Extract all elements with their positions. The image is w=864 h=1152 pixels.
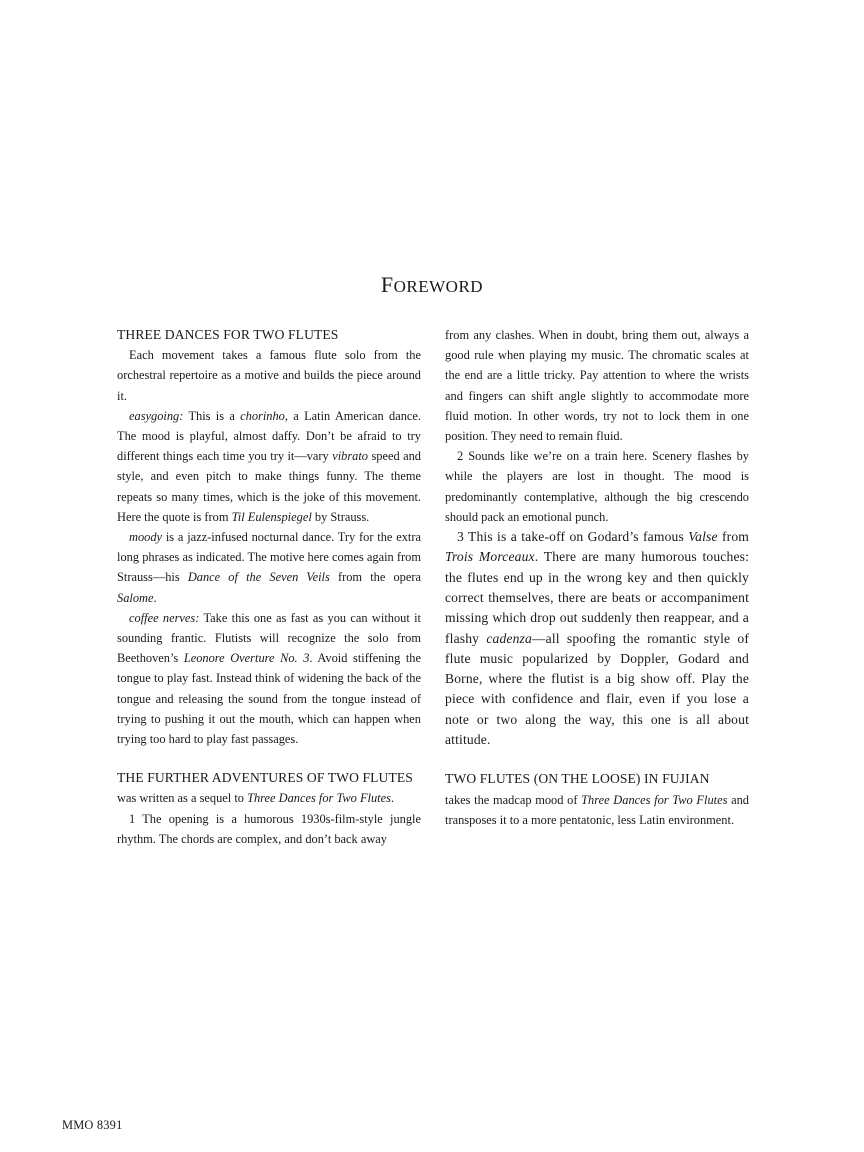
paragraph-movement-3 bbox=[445, 527, 749, 750]
paragraph-coffee-nerves bbox=[117, 608, 421, 749]
paragraph-easygoing bbox=[117, 406, 421, 527]
movement-name: coffee nerves: bbox=[129, 610, 200, 625]
paragraph-intro: Each movement takes a famous flute solo from the orchestral repertoire as a motive and builds the piece around it. bbox=[117, 348, 421, 403]
italic-term: cadenza bbox=[486, 630, 532, 646]
text: This is a bbox=[183, 408, 241, 423]
paragraph-movement-2: 2 Sounds like we’re on a train here. Scenery flashes by while the players are lost in thought. The mood is predominantly contemplative, although the big crescendo should pack an emotional punch. bbox=[445, 449, 749, 524]
text: . Avoid stiffening the tongue to play fast. Instead think of widening the back of the tongue and releasing the sound from the tongue instead of trying to pushing it out the mouth, which can happen when trying too hard to play fast passages. bbox=[117, 651, 421, 747]
text: . There are many humorous touches: the flutes end up in the wrong key and then quickly correct themselves, there are beats or accompaniment missing which drop out suddenly then reappear, and a flashy bbox=[445, 549, 749, 646]
italic-term: chorinho bbox=[240, 408, 285, 423]
italic-term: Valse bbox=[688, 529, 718, 545]
text: was written as a sequel to bbox=[117, 791, 248, 806]
text: . bbox=[390, 791, 395, 806]
paragraph-fujian bbox=[445, 790, 749, 830]
text: speed and style, and even pitch to make things funny. The theme repeats so many times, which is the joke of this movement. Here the quote is from bbox=[117, 449, 421, 524]
page-title-rest: OREWORD bbox=[393, 277, 484, 296]
section-heading-fujian: TWO FLUTES (ON THE LOOSE) IN FUJIAN bbox=[445, 771, 710, 787]
italic-term: Trois Morceaux bbox=[445, 549, 535, 565]
text: from bbox=[717, 529, 749, 545]
italic-term: Leonore Overture No. 3 bbox=[183, 651, 310, 666]
movement-name: easygoing: bbox=[129, 408, 184, 423]
spacer bbox=[117, 749, 421, 768]
section-heading-three-dances: THREE DANCES FOR TWO FLUTES bbox=[117, 327, 339, 342]
paragraph-sequel bbox=[117, 788, 421, 808]
italic-term: Three Dances for Two Flutes bbox=[247, 791, 391, 806]
paragraph-moody bbox=[117, 527, 421, 608]
italic-term: Til Eulenspiegel bbox=[231, 509, 312, 524]
right-column bbox=[445, 325, 749, 830]
page-title-initial: F bbox=[380, 272, 394, 297]
left-column bbox=[117, 325, 421, 849]
text: from the opera bbox=[329, 570, 421, 585]
text: —all spoofing the romantic style of flute music popularized by Doppler, Godard and Borne, where the flutist is a big show off. Play the piece with confidence and flair, even if you lose a note or two along the way, this one is all about attitude. bbox=[445, 630, 750, 747]
text: by Strauss. bbox=[311, 509, 370, 524]
text: . bbox=[153, 590, 157, 605]
text: Take this one as fast as you can without it sounding frantic. Flutists will recognize the solo from Beethoven’s bbox=[117, 610, 421, 666]
italic-term: Three Dances for Two Flutes bbox=[581, 792, 728, 807]
text: takes the madcap mood of bbox=[445, 792, 582, 807]
text: and transposes it to a more pentatonic, less Latin environment. bbox=[445, 792, 749, 827]
text: is a jazz-infused nocturnal dance. Try for the extra long phrases as indicated. The motive here comes again from Strauss—his bbox=[117, 530, 421, 585]
catalog-number: MMO 8391 bbox=[62, 1118, 123, 1132]
text: , a Latin American dance. The mood is playful, almost daffy. Don’t be afraid to try different things each time you try it—vary bbox=[117, 408, 421, 464]
page-title bbox=[0, 272, 864, 298]
text: 3 This is a take-off on Godard’s famous bbox=[457, 529, 689, 545]
italic-term: Salome bbox=[117, 590, 154, 605]
italic-term: Dance of the Seven Veils bbox=[187, 570, 330, 585]
paragraph-movement-1-cont: from any clashes. When in doubt, bring them out, always a good rule when playing my music. The chromatic scales at the end are a little tricky. Pay attention to where the wrists and fingers can shift angle slightly to accommodate more fluid motion. In other words, try not to lock them in one position. They need to remain fluid. bbox=[445, 328, 749, 444]
paragraph-movement-1: 1 The opening is a humorous 1930s-film-style jungle rhythm. The chords are complex, and don’t back away bbox=[117, 811, 421, 846]
movement-name: moody bbox=[129, 530, 163, 545]
spacer bbox=[445, 750, 749, 769]
italic-term: vibrato bbox=[332, 449, 368, 464]
section-heading-further-adventures: THE FURTHER ADVENTURES OF TWO FLUTES bbox=[117, 770, 413, 786]
